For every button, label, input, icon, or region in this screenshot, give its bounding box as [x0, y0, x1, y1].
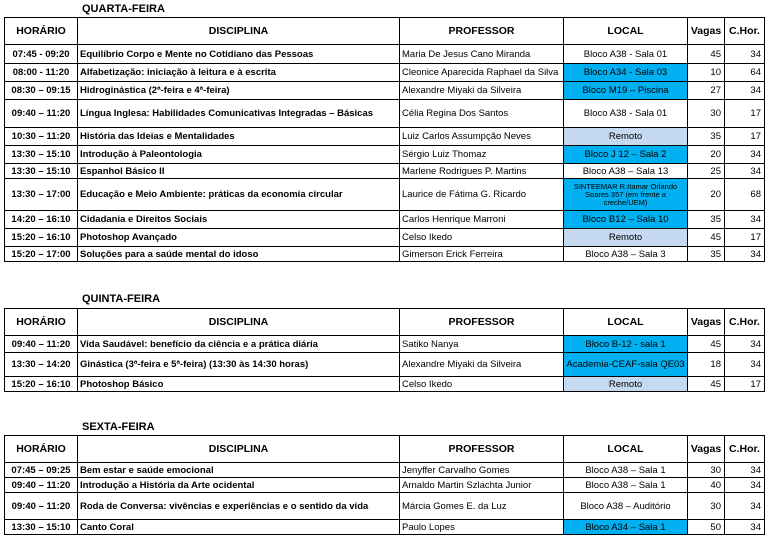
cell-time: 15:20 – 17:00	[5, 247, 78, 262]
cell-chor: 17	[725, 100, 765, 128]
cell-professor: Laurice de Fátima G. Ricardo	[400, 179, 564, 211]
section-title-quinta: QUINTA-FEIRA	[82, 293, 161, 305]
cell-vagas: 30	[688, 493, 725, 520]
cell-vagas: 35	[688, 247, 725, 262]
header-local: LOCAL	[564, 436, 688, 463]
cell-local: Remoto	[564, 229, 688, 247]
cell-chor: 34	[725, 82, 765, 100]
cell-disciplina: Alfabetização: iniciação à leitura e à escrita	[78, 64, 400, 82]
cell-chor: 64	[725, 64, 765, 82]
cell-disciplina: Hidroginástica (2ª-feira e 4ª-feira)	[78, 82, 400, 100]
header-row	[5, 18, 765, 45]
header-chor: C.Hor.	[725, 18, 765, 45]
cell-disciplina: Espanhol Básico II	[78, 164, 400, 179]
cell-professor: Sérgio Luiz Thomaz	[400, 146, 564, 164]
cell-disciplina: Bem estar e saúde emocional	[78, 463, 400, 478]
cell-vagas: 25	[688, 164, 725, 179]
cell-disciplina: Equilíbrio Corpo e Mente no Cotidiano das Pessoas	[78, 45, 400, 64]
cell-chor: 68	[725, 179, 765, 211]
cell-time: 15:20 – 16:10	[5, 377, 78, 392]
table-row	[5, 478, 765, 493]
header-chor: C.Hor.	[725, 309, 765, 336]
cell-time: 07:45 - 09:20	[5, 45, 78, 64]
cell-local: Bloco A38 – Sala 13	[564, 164, 688, 179]
cell-disciplina: Roda de Conversa: vivências e experiências e o sentido da vida	[78, 493, 400, 520]
cell-time: 13:30 – 14:20	[5, 353, 78, 377]
header-vagas: Vagas	[688, 309, 725, 336]
cell-professor: Cleonice Aparecida Raphael da Silva	[400, 64, 564, 82]
cell-chor: 17	[725, 128, 765, 146]
cell-time: 10:30 – 11:20	[5, 128, 78, 146]
cell-disciplina: Vida Saudável: benefício da ciência e a prática diária	[78, 336, 400, 353]
section-title-sexta: SEXTA-FEIRA	[82, 421, 155, 433]
cell-vagas: 35	[688, 211, 725, 229]
cell-professor: Satiko Nanya	[400, 336, 564, 353]
cell-time: 13:30 – 15:10	[5, 146, 78, 164]
cell-professor: Carlos Henrique Marroni	[400, 211, 564, 229]
table-row	[5, 377, 765, 392]
header-professor: PROFESSOR	[400, 309, 564, 336]
header-local: LOCAL	[564, 18, 688, 45]
cell-vagas: 45	[688, 229, 725, 247]
cell-vagas: 20	[688, 179, 725, 211]
cell-vagas: 35	[688, 128, 725, 146]
cell-vagas: 40	[688, 478, 725, 493]
header-disciplina: DISCIPLINA	[78, 18, 400, 45]
cell-vagas: 45	[688, 336, 725, 353]
table-row	[5, 64, 765, 82]
header-disciplina: DISCIPLINA	[78, 309, 400, 336]
cell-chor: 34	[725, 336, 765, 353]
header-vagas: Vagas	[688, 436, 725, 463]
table-row	[5, 353, 765, 377]
cell-professor: Gimerson Erick Ferreira	[400, 247, 564, 262]
cell-chor: 34	[725, 493, 765, 520]
header-disciplina: DISCIPLINA	[78, 436, 400, 463]
cell-vagas: 27	[688, 82, 725, 100]
cell-disciplina: Educação e Meio Ambiente: práticas da economia circular	[78, 179, 400, 211]
header-professor: PROFESSOR	[400, 18, 564, 45]
cell-vagas: 10	[688, 64, 725, 82]
table-row	[5, 211, 765, 229]
cell-local: Bloco A38 – Auditório	[564, 493, 688, 520]
cell-chor: 34	[725, 247, 765, 262]
table-row	[5, 164, 765, 179]
cell-chor: 17	[725, 229, 765, 247]
cell-time: 08:00 - 11:20	[5, 64, 78, 82]
table-row	[5, 128, 765, 146]
cell-vagas: 45	[688, 377, 725, 392]
cell-professor: Alexandre Miyaki da Silveira	[400, 82, 564, 100]
cell-disciplina: Introdução a História da Arte ocidental	[78, 478, 400, 493]
cell-disciplina: Introdução à Paleontologia	[78, 146, 400, 164]
cell-chor: 34	[725, 463, 765, 478]
cell-professor: Marlene Rodrigues P. Martins	[400, 164, 564, 179]
header-chor: C.Hor.	[725, 436, 765, 463]
cell-vagas: 45	[688, 45, 725, 64]
header-vagas: Vagas	[688, 18, 725, 45]
cell-disciplina: Cidadania e Direitos Sociais	[78, 211, 400, 229]
cell-local: Bloco A38 - Sala 01	[564, 45, 688, 64]
cell-disciplina: Ginástica (3ª-feira e 5ª-feira) (13:30 às 14:30 horas)	[78, 353, 400, 377]
cell-time: 14:20 – 16:10	[5, 211, 78, 229]
cell-professor: Paulo Lopes	[400, 520, 564, 535]
section-title-quarta: QUARTA-FEIRA	[82, 3, 165, 15]
cell-disciplina: Photoshop Básico	[78, 377, 400, 392]
cell-time: 15:20 – 16:10	[5, 229, 78, 247]
table-row	[5, 493, 765, 520]
cell-chor: 34	[725, 164, 765, 179]
cell-local: Bloco M19 – Piscina	[564, 82, 688, 100]
header-horario: HORÁRIO	[5, 309, 78, 336]
cell-vagas: 50	[688, 520, 725, 535]
header-local: LOCAL	[564, 309, 688, 336]
table-row	[5, 179, 765, 211]
cell-disciplina: Língua Inglesa: Habilidades Comunicativas Integradas – Básicas	[78, 100, 400, 128]
cell-local: Bloco A38 – Sala 1	[564, 463, 688, 478]
header-horario: HORÁRIO	[5, 436, 78, 463]
cell-vagas: 30	[688, 463, 725, 478]
cell-chor: 34	[725, 146, 765, 164]
cell-time: 13:30 – 17:00	[5, 179, 78, 211]
cell-chor: 34	[725, 353, 765, 377]
cell-vagas: 18	[688, 353, 725, 377]
cell-professor: Márcia Gomes E. da Luz	[400, 493, 564, 520]
schedule-table-quarta	[4, 17, 765, 262]
table-row	[5, 82, 765, 100]
cell-chor: 34	[725, 478, 765, 493]
cell-local: Bloco A34 – Sala 1	[564, 520, 688, 535]
cell-chor: 17	[725, 377, 765, 392]
cell-vagas: 30	[688, 100, 725, 128]
cell-local: Remoto	[564, 377, 688, 392]
schedule-table-sexta	[4, 435, 765, 535]
header-professor: PROFESSOR	[400, 436, 564, 463]
cell-professor: Celso Ikedo	[400, 377, 564, 392]
cell-local: Bloco A38 – Sala 1	[564, 478, 688, 493]
cell-local: Bloco A38 - Sala 01	[564, 100, 688, 128]
cell-local: Bloco A38 – Sala 3	[564, 247, 688, 262]
cell-time: 09:40 – 11:20	[5, 493, 78, 520]
table-row	[5, 463, 765, 478]
cell-professor: Luiz Carlos Assumpção Neves	[400, 128, 564, 146]
cell-local: Bloco B12 – Sala 10	[564, 211, 688, 229]
schedule-table-quinta	[4, 308, 765, 392]
table-row	[5, 100, 765, 128]
cell-professor: Célia Regina Dos Santos	[400, 100, 564, 128]
cell-professor: Jenyffer Carvalho Gomes	[400, 463, 564, 478]
cell-local: Bloco J 12 – Sala 2	[564, 146, 688, 164]
cell-disciplina: Canto Coral	[78, 520, 400, 535]
header-horario: HORÁRIO	[5, 18, 78, 45]
cell-local: Bloco A34 - Sala 03	[564, 64, 688, 82]
header-row	[5, 436, 765, 463]
cell-time: 13:30 – 15:10	[5, 520, 78, 535]
cell-local: Academia-CEAF-sala QE03	[564, 353, 688, 377]
cell-local: Remoto	[564, 128, 688, 146]
table-row	[5, 520, 765, 535]
cell-professor: Alexandre Miyaki da Silveira	[400, 353, 564, 377]
cell-local: SINTEEMAR R.Itamar Orlando Soares 357 (em frente a creche/UEM)	[564, 179, 688, 211]
cell-chor: 34	[725, 45, 765, 64]
cell-time: 09:40 – 11:20	[5, 478, 78, 493]
cell-chor: 34	[725, 520, 765, 535]
cell-vagas: 20	[688, 146, 725, 164]
cell-disciplina: Soluções para a saúde mental do idoso	[78, 247, 400, 262]
cell-professor: Arnaldo Martin Szlachta Junior	[400, 478, 564, 493]
cell-time: 09:40 – 11:20	[5, 336, 78, 353]
cell-time: 09:40 – 11:20	[5, 100, 78, 128]
table-row	[5, 247, 765, 262]
cell-professor: Celso Ikedo	[400, 229, 564, 247]
table-row	[5, 229, 765, 247]
cell-disciplina: Photoshop Avançado	[78, 229, 400, 247]
cell-time: 07:45 – 09:25	[5, 463, 78, 478]
cell-time: 08:30 – 09:15	[5, 82, 78, 100]
table-row	[5, 45, 765, 64]
header-row	[5, 309, 765, 336]
cell-time: 13:30 – 15:10	[5, 164, 78, 179]
table-row	[5, 336, 765, 353]
cell-disciplina: História das Ideias e Mentalidades	[78, 128, 400, 146]
cell-chor: 34	[725, 211, 765, 229]
table-row	[5, 146, 765, 164]
cell-local: Bloco B-12 - sala 1	[564, 336, 688, 353]
cell-professor: Maria De Jesus Cano Miranda	[400, 45, 564, 64]
